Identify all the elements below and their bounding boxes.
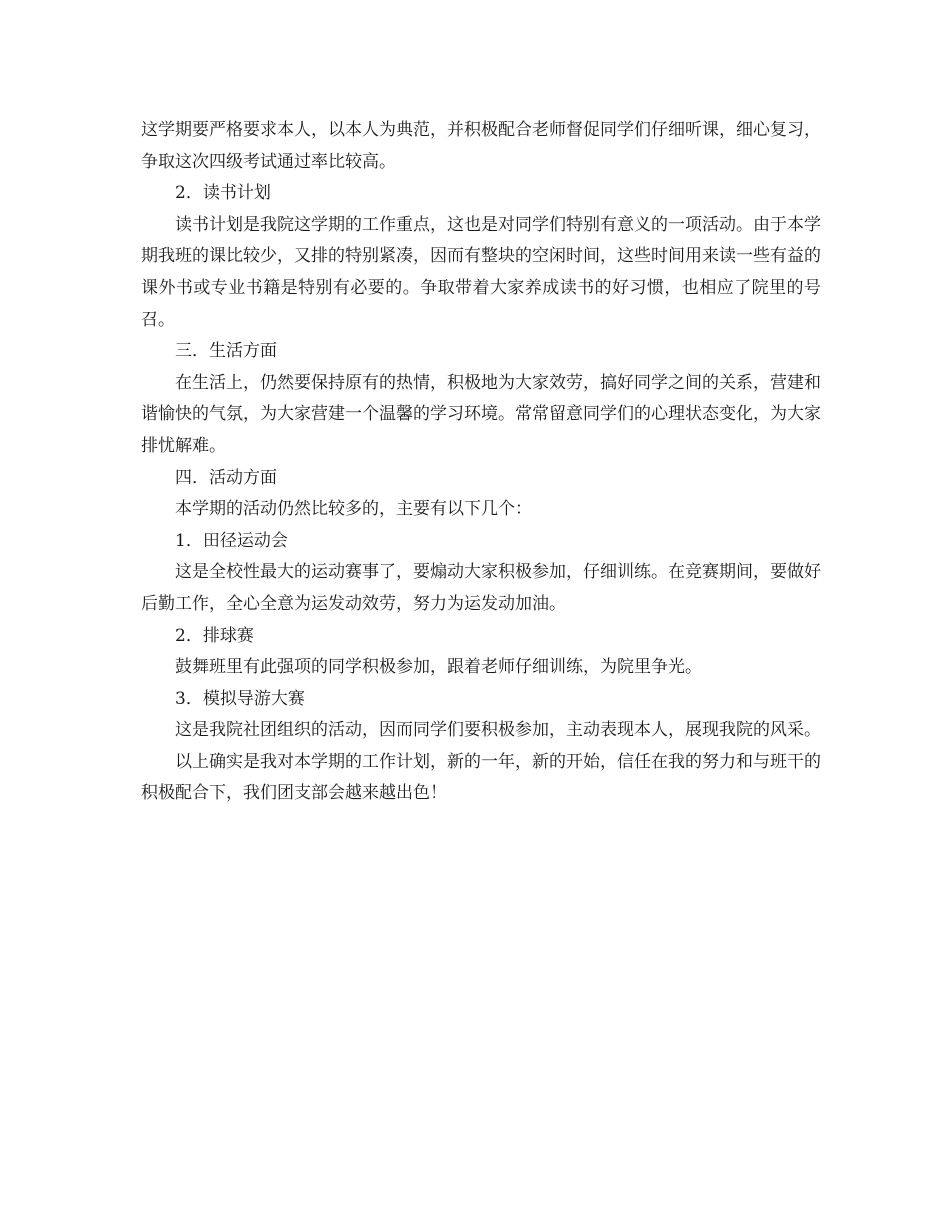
paragraph-tour-guide-contest: 这是我院社团组织的活动，因而同学们要积极参加，主动表现本人，展现我院的风采。 — [175, 720, 821, 741]
heading-tour-guide-contest: 3．模拟导游大赛 — [175, 688, 305, 709]
paragraph-exam-goal: 这学期要严格要求本人，以本人为典范，并积极配合老师督促同学们仔细听课，细心复习，争取这次四级考试通过率比较高。 — [141, 120, 821, 172]
heading-volleyball: 2．排球赛 — [175, 625, 254, 646]
paragraph-activities-intro: 本学期的活动仍然比较多的，主要有以下几个： — [175, 499, 532, 520]
heading-activities: 四．活动方面 — [175, 467, 277, 488]
paragraph-volleyball: 鼓舞班里有此强项的同学积极参加，跟着老师仔细训练，为院里争光。 — [175, 657, 702, 678]
paragraph-reading-plan: 读书计划是我院这学期的工作重点，这也是对同学们特别有意义的一项活动。由于本学期我班的课比较少，又排的特别紧凑，因而有整块的空闲时间，这些时间用来读一些有益的课外书或专业书籍是特别有必要的。争取带着大家养成读书的好习惯，也相应了院里的号召。 — [141, 214, 821, 330]
heading-reading-plan: 2．读书计划 — [175, 183, 271, 204]
document-body — [141, 115, 821, 810]
paragraph-track-meet: 这是全校性最大的运动赛事了，要煽动大家积极参加，仔细训练。在竞赛期间，要做好后勤工作，全心全意为运发动效劳，努力为运发动加油。 — [141, 562, 821, 614]
heading-life: 三．生活方面 — [175, 341, 277, 362]
paragraph-life: 在生活上，仍然要保持原有的热情，积极地为大家效劳，搞好同学之间的关系，营建和谐愉快的气氛，为大家营建一个温馨的学习环境。常常留意同学们的心理状态变化，为大家排忧解难。 — [141, 372, 821, 456]
heading-track-meet: 1．田径运动会 — [175, 530, 288, 551]
paragraph-conclusion: 以上确实是我对本学期的工作计划，新的一年，新的开始，信任在我的努力和与班干的积极配合下，我们团支部会越来越出色！ — [141, 751, 821, 804]
